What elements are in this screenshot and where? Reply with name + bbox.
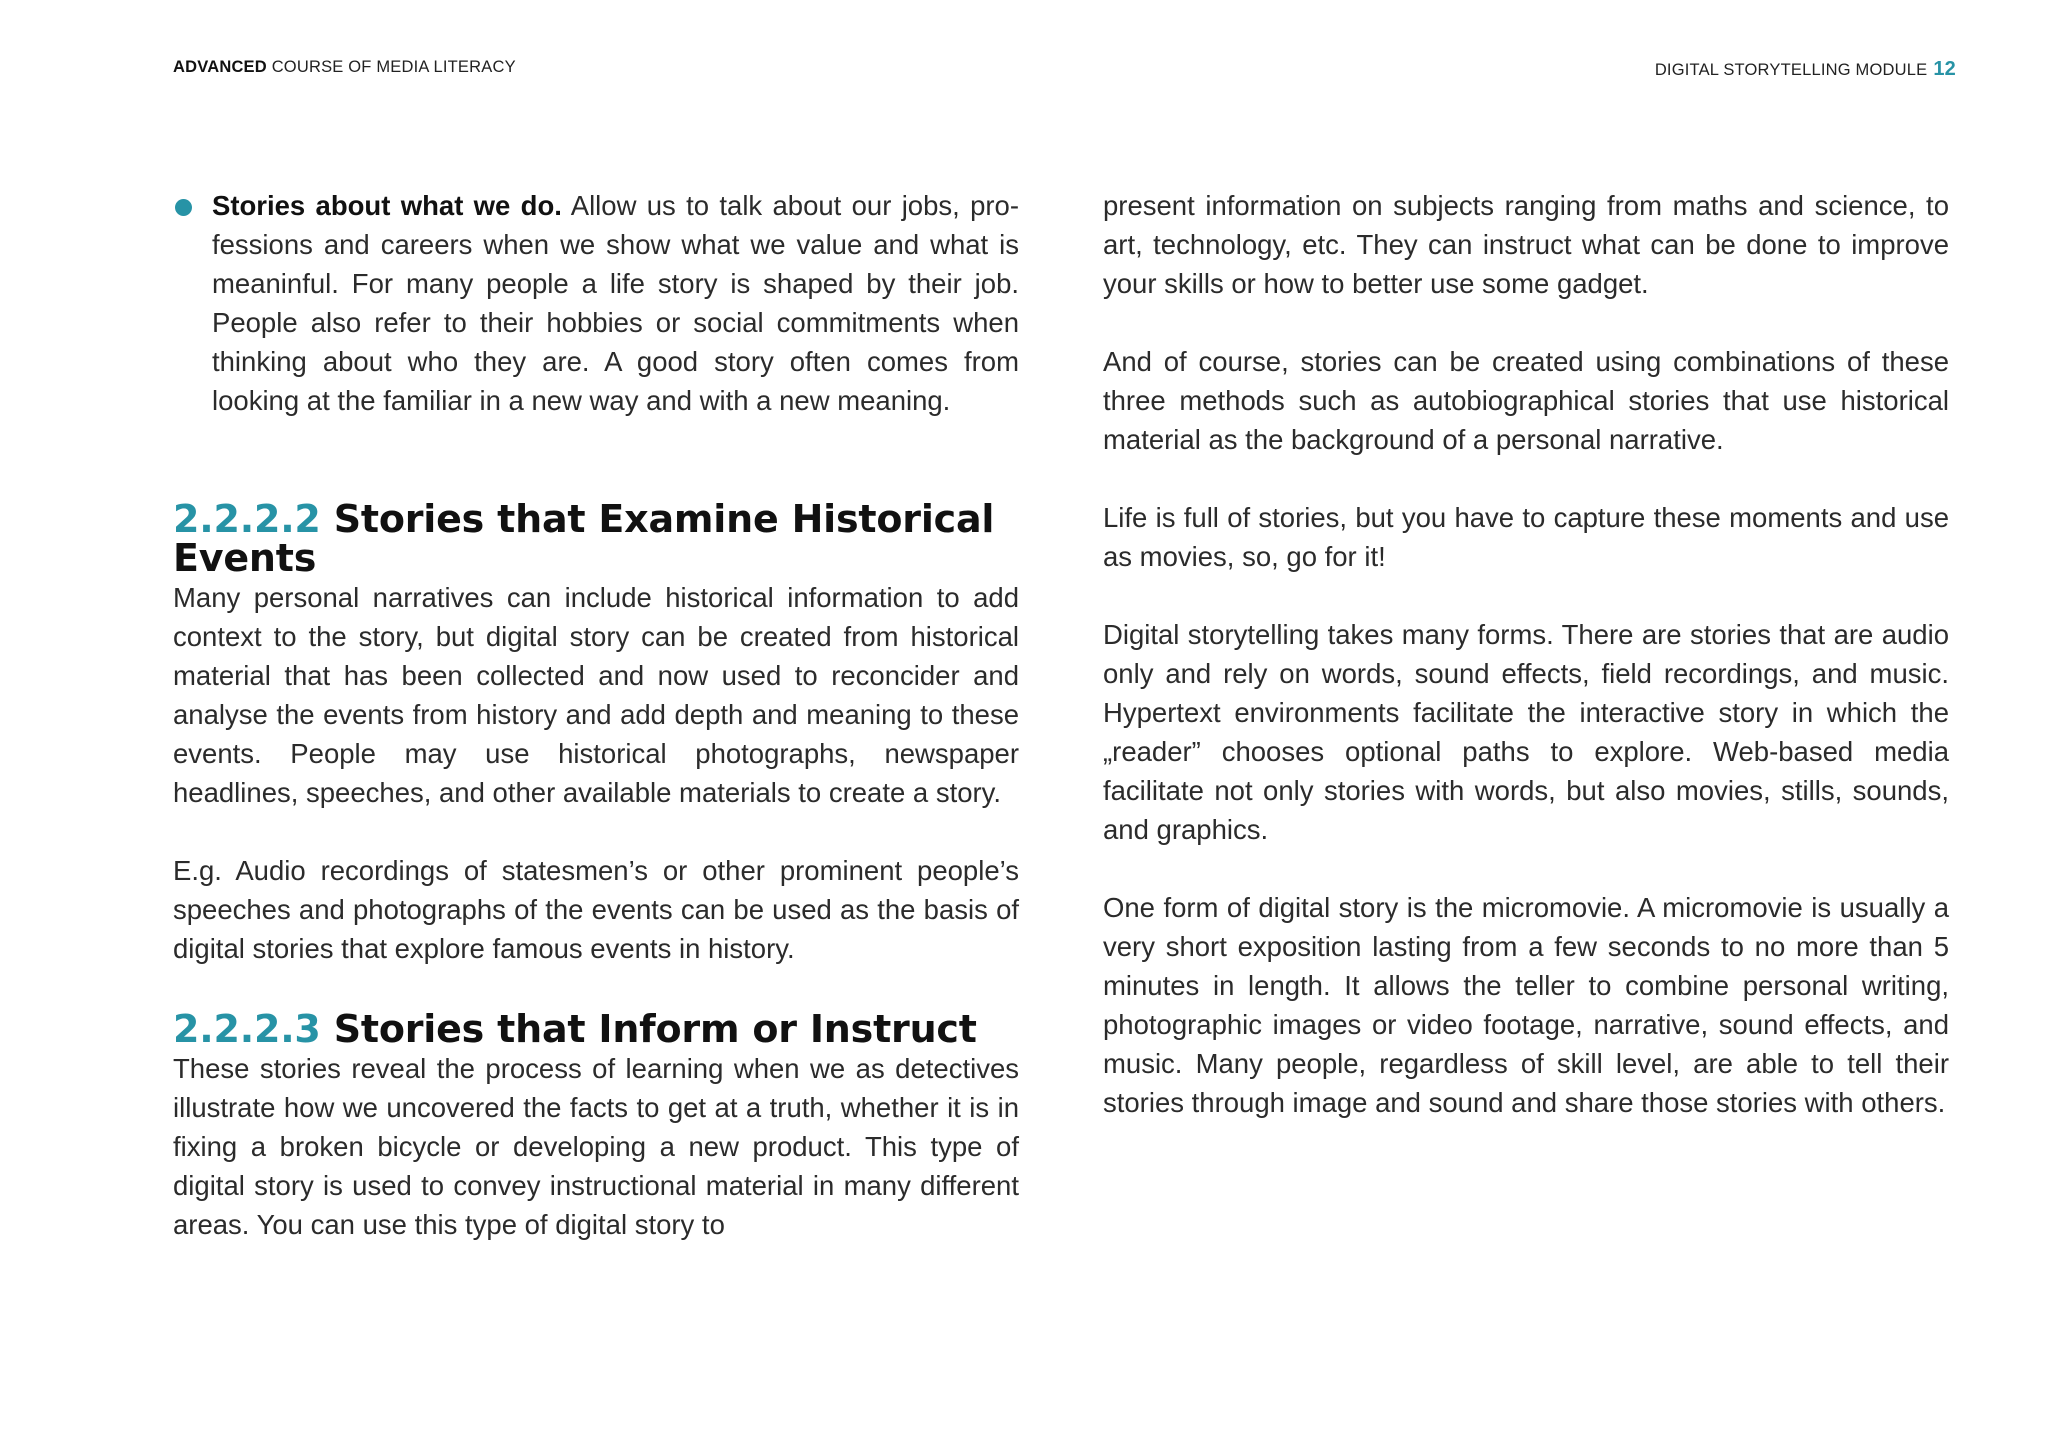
bullet-paragraph	[212, 186, 1019, 420]
bullet-dot-icon	[175, 199, 192, 216]
page-number: 12	[1933, 58, 1956, 80]
paragraph: These stories reveal the process of learning when we as detectives illustrate how we uncovered the facts to get at a truth, whether it is in fixing a broken bicycle or developing a new product. This type of digital story is used to convey instructional material in many different areas. You can use this type of digital story to	[173, 1053, 1019, 1240]
paragraph: And of course, stories can be created using combinations of these three methods such as autobiographical stories that use historical material as the background of a personal narrative.	[1103, 346, 1949, 455]
right-column	[1103, 186, 1949, 1122]
paragraph: E.g. Audio recordings of statesmen’s or other prominent people’s speeches and photographs of the events can be used as the basis of digital stories that explore famous events in history.	[173, 855, 1019, 964]
section-title: Stories that Examine Historical Events	[173, 497, 995, 580]
paragraph: present information on subjects ranging from maths and science, to art, technology, etc. They can instruct what can be done to improve your skills or how to better use some gadget.	[1103, 190, 1949, 299]
section-number: 2.2.2.3	[173, 1007, 321, 1051]
paragraph: Digital storytelling takes many forms. There are stories that are audio only and rely on words, sound effects, field recordings, and music. Hypertext environments facilitate the interactive story in which the „reader” chooses optional paths to explore. Web-based media facilitate not only stories with words, but also movies, stills, sounds, and graphics.	[1103, 619, 1949, 845]
paragraph: Life is full of stories, but you have to capture these moments and use as movies, so, go for it!	[1103, 502, 1949, 572]
left-column	[173, 186, 1019, 1244]
running-header-left	[173, 58, 516, 77]
paragraph: One form of digital story is the micromovie. A micromovie is usually a very short exposition lasting from a few seconds to no more than 5 minutes in length. It allows the teller to combine personal writing, photographic images or video footage, narrative, sound effects, and music. Many people, regardless of skill level, are able to tell their stories through image and sound and share those stories with others.	[1103, 892, 1949, 1118]
bullet-item	[173, 186, 1019, 420]
section-heading	[173, 1007, 1019, 1051]
section-title: Stories that Inform or Instruct	[333, 1007, 977, 1051]
bullet-lead: Stories about what we do.	[212, 190, 562, 221]
section-heading	[173, 497, 1019, 580]
section-number: 2.2.2.2	[173, 497, 321, 541]
header-right-text: DIGITAL STORYTELLING MODULE	[1654, 61, 1928, 79]
running-header-right	[1655, 58, 1956, 81]
section-historical	[173, 497, 1019, 968]
header-bold: ADVANCED	[173, 58, 267, 76]
header-left-text: COURSE OF MEDIA LITERACY	[271, 58, 516, 76]
paragraph: Many personal narratives can include historical information to add context to the story, but digital story can be created from historical material that has been collected and now used to reconcider and analyse the events from history and add depth and meaning to these events. People may use historical photographs, newspaper headlines, speeches, and other available materials to create a story.	[173, 582, 1019, 808]
section-inform	[173, 1007, 1019, 1244]
bullet-text: Allow us to talk about our jobs, professions and careers when we show what we value and what is meaninful. For many people a life story is shaped by their job. People also refer to their hobbies or social commitments when thinking about who they are. A good story often comes from looking at the familiar in a new way and with a new meaning.	[212, 190, 1020, 416]
